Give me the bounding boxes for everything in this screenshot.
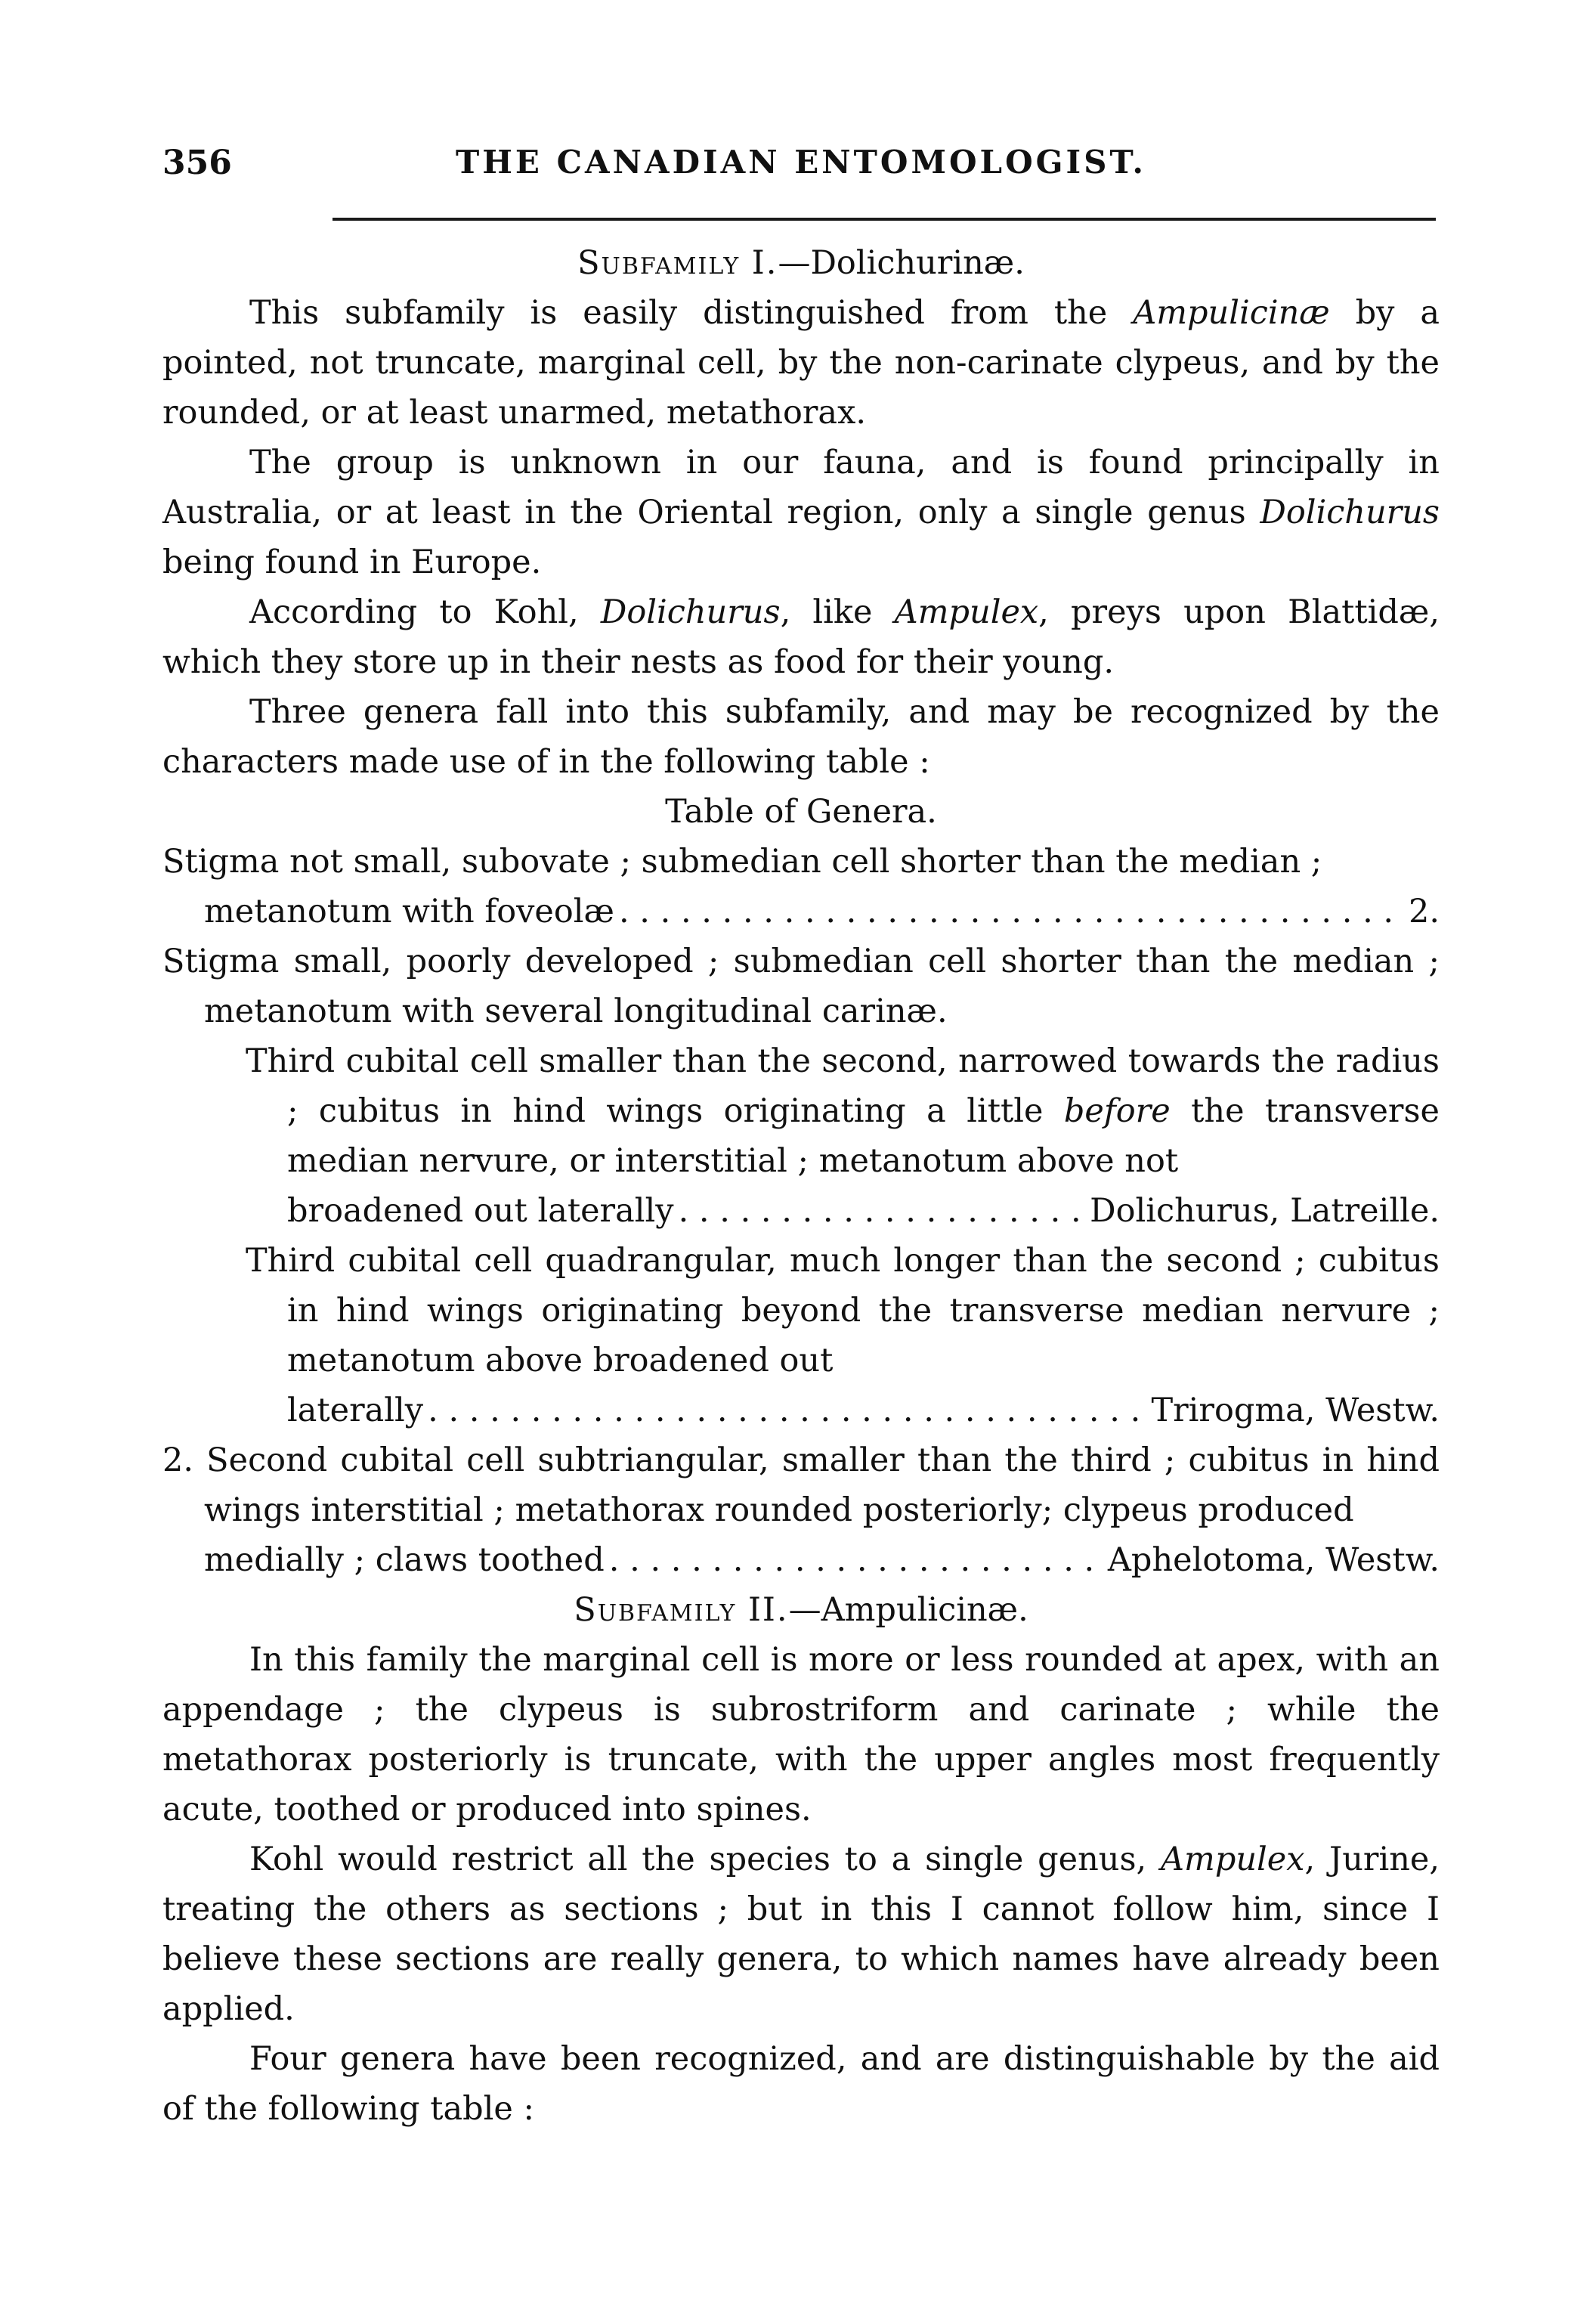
leader-dots	[428, 1386, 1146, 1435]
leader-dots	[609, 1535, 1103, 1585]
text-run: The group is unknown in our fauna, and is found principally in Australia, or at least in the Oriental region, only a single genus	[162, 444, 1440, 531]
subfamily-1-name: —Dolichurinæ.	[778, 244, 1025, 282]
genera-table-entry-1	[162, 837, 1440, 937]
emphasis-text: before	[1063, 1092, 1171, 1130]
genus-result: Aphelotoma, Westw.	[1107, 1541, 1440, 1579]
entry-text: Second cubital cell subtriangular, smaller than the third ; cubitus in hind wings interstitial ; metathorax rounded posteriorly; clypeus produced	[193, 1441, 1440, 1529]
subfamily-2-paragraph-1: In this family the marginal cell is more or less rounded at apex, with an appendage ; the clypeus is subrostriform and carinate ; while the metathorax posteriorly is truncate, with the upper angles most frequently acute, toothed or produced into spines.	[162, 1641, 1440, 1828]
subfamily-1-paragraph-2	[162, 438, 1440, 587]
subfamily-2-label: Subfamily II.	[574, 1591, 789, 1629]
leader-dots	[619, 887, 1404, 937]
subfamily-1-paragraph-4: Three genera fall into this subfamily, and may be recognized by the characters made use of in the following table :	[162, 693, 1440, 781]
leader-line	[204, 887, 1440, 937]
entry-text: Stigma not small, subovate ; submedian cell shorter than the median ;	[162, 843, 1322, 881]
leader-line	[204, 1535, 1440, 1585]
text-run: by a pointed, not truncate, marginal cell, by the non-carinate clypeus, and by the rounded, or at least unarmed, metathorax.	[162, 294, 1440, 432]
genus-name: Ampulex	[894, 593, 1039, 631]
leader-line	[287, 1386, 1440, 1435]
genus-name: Ampulex	[1161, 1841, 1305, 1878]
subfamily-1-heading	[162, 238, 1440, 288]
text-run: being found in Europe.	[162, 543, 542, 581]
genus-name: Ampulicinæ	[1133, 294, 1330, 332]
subfamily-2-heading	[162, 1585, 1440, 1635]
entry-text: the transverse median nervure, or interstitial ; metanotum above not	[287, 1092, 1440, 1180]
subfamily-1-paragraph-3	[162, 587, 1440, 687]
entry-text: medially ; claws toothed	[204, 1541, 605, 1579]
genus-result: Dolichurus, Latreille.	[1090, 1192, 1440, 1230]
couplet-number: 2.	[162, 1441, 194, 1479]
page-body	[162, 238, 1440, 2134]
subfamily-2-name: —Ampulicinæ.	[788, 1591, 1028, 1629]
genus-result: Trirogma, Westw.	[1151, 1392, 1440, 1429]
leader-dots	[679, 1186, 1086, 1236]
entry-text: metanotum with foveolæ	[204, 893, 614, 930]
genera-table-entry-5	[162, 1435, 1440, 1585]
text-run: , like	[780, 593, 895, 631]
text-run: Kohl would restrict all the species to a single genus,	[249, 1841, 1161, 1878]
text-run: This subfamily is easily distinguished from the	[249, 294, 1134, 332]
text-run: , preys upon Blattidæ, which they store up in their nests as food for their young.	[162, 593, 1440, 681]
genera-table-entry-4	[162, 1236, 1440, 1435]
genera-table-entry-3	[162, 1036, 1440, 1236]
couplet-reference: 2.	[1408, 893, 1440, 930]
subfamily-2-paragraph-3: Four genera have been recognized, and are distinguishable by the aid of the following table :	[162, 2040, 1440, 2128]
entry-text: broadened out laterally	[287, 1192, 674, 1230]
genus-name: Dolichurus	[1260, 494, 1440, 531]
entry-text: Third cubital cell smaller than the second, narrowed towards the radius ; cubitus in hind wings originating a little	[246, 1042, 1440, 1130]
subfamily-1-label: Subfamily I.	[577, 244, 778, 282]
genera-table-title: Table of Genera.	[665, 793, 937, 831]
subfamily-1-paragraph-1	[162, 288, 1440, 438]
text-run: According to Kohl,	[249, 593, 601, 631]
page-header	[162, 144, 1440, 189]
text-run: , Jurine, treating the others as sections ; but in this I cannot follow him, since I believe these sections are really genera, to which names have already been applied.	[162, 1841, 1440, 2028]
header-rule	[332, 218, 1436, 221]
entry-text: laterally	[287, 1392, 424, 1429]
genus-name: Dolichurus	[600, 593, 781, 631]
page-number: 356	[162, 144, 232, 182]
entry-text: Third cubital cell quadrangular, much longer than the second ; cubitus in hind wings originating beyond the transverse median nervure ; metanotum above broadened out	[246, 1242, 1440, 1379]
subfamily-2-paragraph-2	[162, 1834, 1440, 2034]
running-head: THE CANADIAN ENTOMOLOGIST.	[456, 144, 1146, 181]
leader-line	[287, 1186, 1440, 1236]
genera-table-entry-2: Stigma small, poorly developed ; submedian cell shorter than the median ; metanotum with several longitudinal carinæ.	[162, 943, 1440, 1030]
